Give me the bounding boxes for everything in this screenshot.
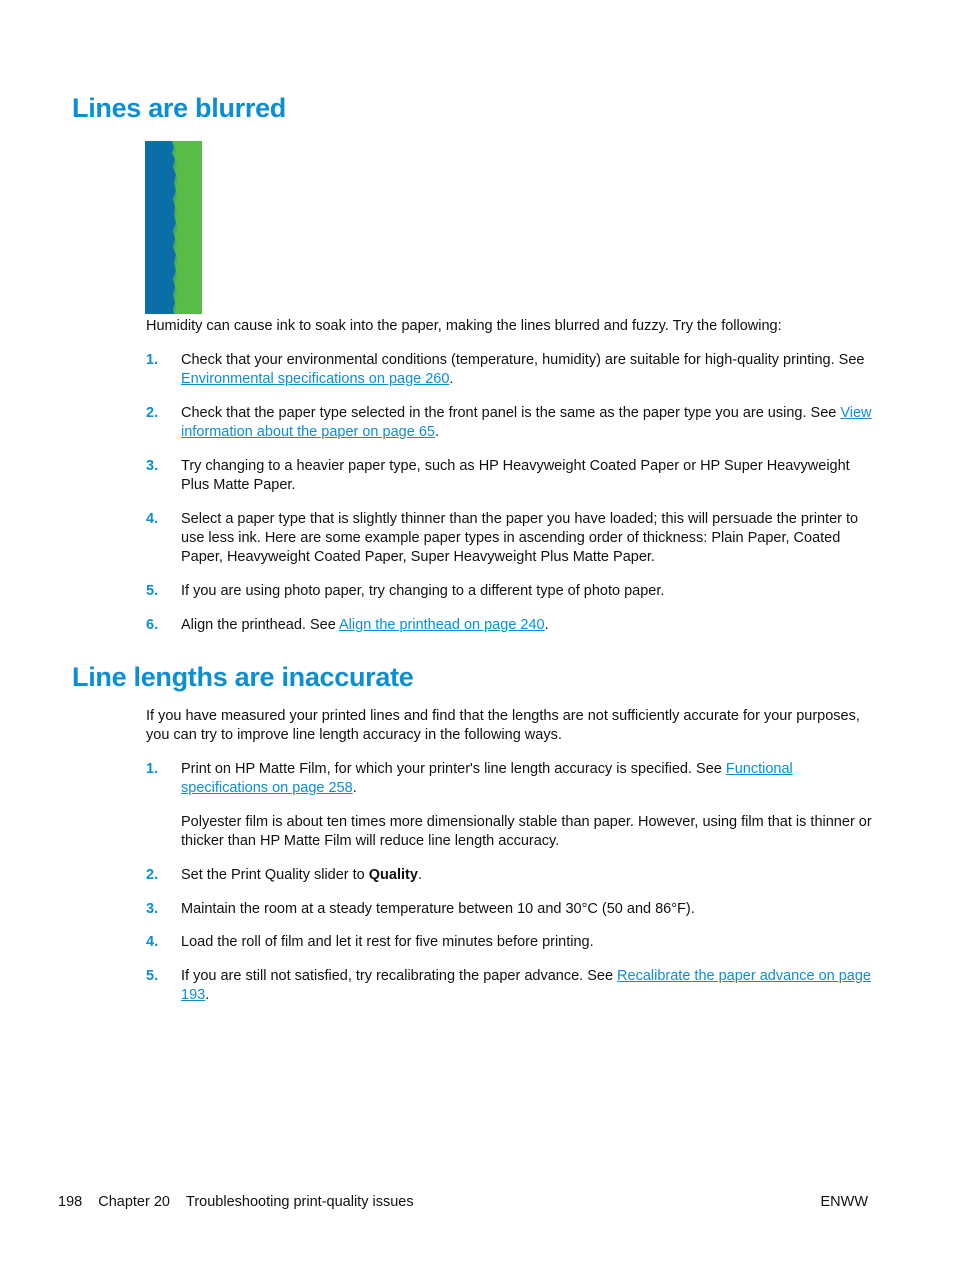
- list-item-note: Polyester film is about ten times more dimensionally stable than paper. However, using film that is thinner or thicker than HP Matte Film will reduce line length accuracy.: [181, 814, 872, 849]
- chapter-title: Troubleshooting print-quality issues: [186, 1194, 414, 1210]
- list-number: 4.: [146, 934, 159, 950]
- list-number: 3.: [146, 901, 159, 917]
- recalibrate-paper-advance-link[interactable]: Recalibrate the paper advance on page 193: [181, 968, 871, 1003]
- section-heading-line-lengths: Line lengths are inaccurate: [72, 662, 414, 692]
- list-number: 3.: [146, 458, 159, 474]
- footer-doc-code: ENWW: [820, 1194, 868, 1210]
- list-item-text: Check that your environmental conditions (temperature, humidity) are suitable for high-quality printing. See: [181, 352, 865, 368]
- page-footer: [58, 1193, 414, 1212]
- list-item: [146, 582, 876, 601]
- section-heading-lines-blurred: Lines are blurred: [72, 93, 286, 123]
- list-item-text: Set the Print Quality slider to: [181, 867, 369, 883]
- list-item: [146, 967, 876, 1005]
- punctuation: .: [449, 371, 454, 387]
- list-item-text: Check that the paper type selected in the front panel is the same as the paper type you are using. See: [181, 405, 841, 421]
- list-number: 4.: [146, 511, 159, 527]
- humidity-intro-paragraph: Humidity can cause ink to soak into the paper, making the lines blurred and fuzzy. Try the following:: [146, 318, 782, 334]
- list-number: 6.: [146, 617, 159, 633]
- list-item: [146, 510, 876, 567]
- list-item: [146, 457, 876, 495]
- list-item: [146, 760, 876, 851]
- list-item-text: If you are using photo paper, try changing to a different type of photo paper.: [181, 583, 665, 599]
- list-number: 2.: [146, 867, 159, 883]
- list-number: 1.: [146, 352, 159, 368]
- line-length-intro-paragraph: If you have measured your printed lines and find that the lengths are not sufficiently accurate for your purposes, you can try to improve line length accuracy in the following ways.: [146, 708, 860, 743]
- quality-setting-label: Quality: [368, 867, 418, 883]
- list-number: 5.: [146, 583, 159, 599]
- list-item: [146, 933, 876, 952]
- list-item: [146, 866, 876, 885]
- punctuation: .: [434, 424, 439, 440]
- list-item: [146, 900, 876, 919]
- page-number: 198: [58, 1194, 83, 1210]
- punctuation: .: [205, 987, 210, 1003]
- list-item-text: Load the roll of film and let it rest for five minutes before printing.: [181, 934, 594, 950]
- punctuation: .: [352, 780, 357, 796]
- list-item-text: Align the printhead. See: [181, 617, 340, 633]
- list-item-text: Maintain the room at a steady temperature between 10 and 30°C (50 and 86°F).: [181, 901, 695, 917]
- list-number: 1.: [146, 761, 159, 777]
- environmental-specs-link[interactable]: Environmental specifications on page 260: [181, 371, 450, 387]
- list-item: [146, 616, 876, 635]
- paper-info-link[interactable]: View information about the paper on page 65: [181, 405, 872, 440]
- list-item: [146, 404, 876, 442]
- list-item: [146, 351, 876, 389]
- list-item-text: If you are still not satisfied, try recalibrating the paper advance. See: [181, 968, 618, 984]
- list-item-text: Select a paper type that is slightly thinner than the paper you have loaded; this will persuade the printer to use less ink. Here are some example paper types in ascending order of thickness: Plain Paper, Coated Paper, Heavyweight Coated Paper, Super Heavyweight Plus Matte Paper.: [181, 511, 859, 565]
- list-number: 2.: [146, 405, 159, 421]
- blue-ink-band: [145, 141, 176, 314]
- functional-specs-link[interactable]: Functional specifications on page 258: [181, 761, 793, 796]
- punctuation: .: [544, 617, 549, 633]
- blurred-lines-sample-image: [145, 141, 202, 314]
- align-printhead-link[interactable]: Align the printhead on page 240: [339, 617, 545, 633]
- list-item-text: Print on HP Matte Film, for which your printer's line length accuracy is specified. See: [181, 761, 726, 777]
- punctuation: .: [417, 867, 422, 883]
- list-number: 5.: [146, 968, 159, 984]
- chapter-label: Chapter 20: [98, 1194, 170, 1210]
- list-item-text: Try changing to a heavier paper type, such as HP Heavyweight Coated Paper or HP Super Heavyweight Plus Matte Paper.: [181, 458, 850, 493]
